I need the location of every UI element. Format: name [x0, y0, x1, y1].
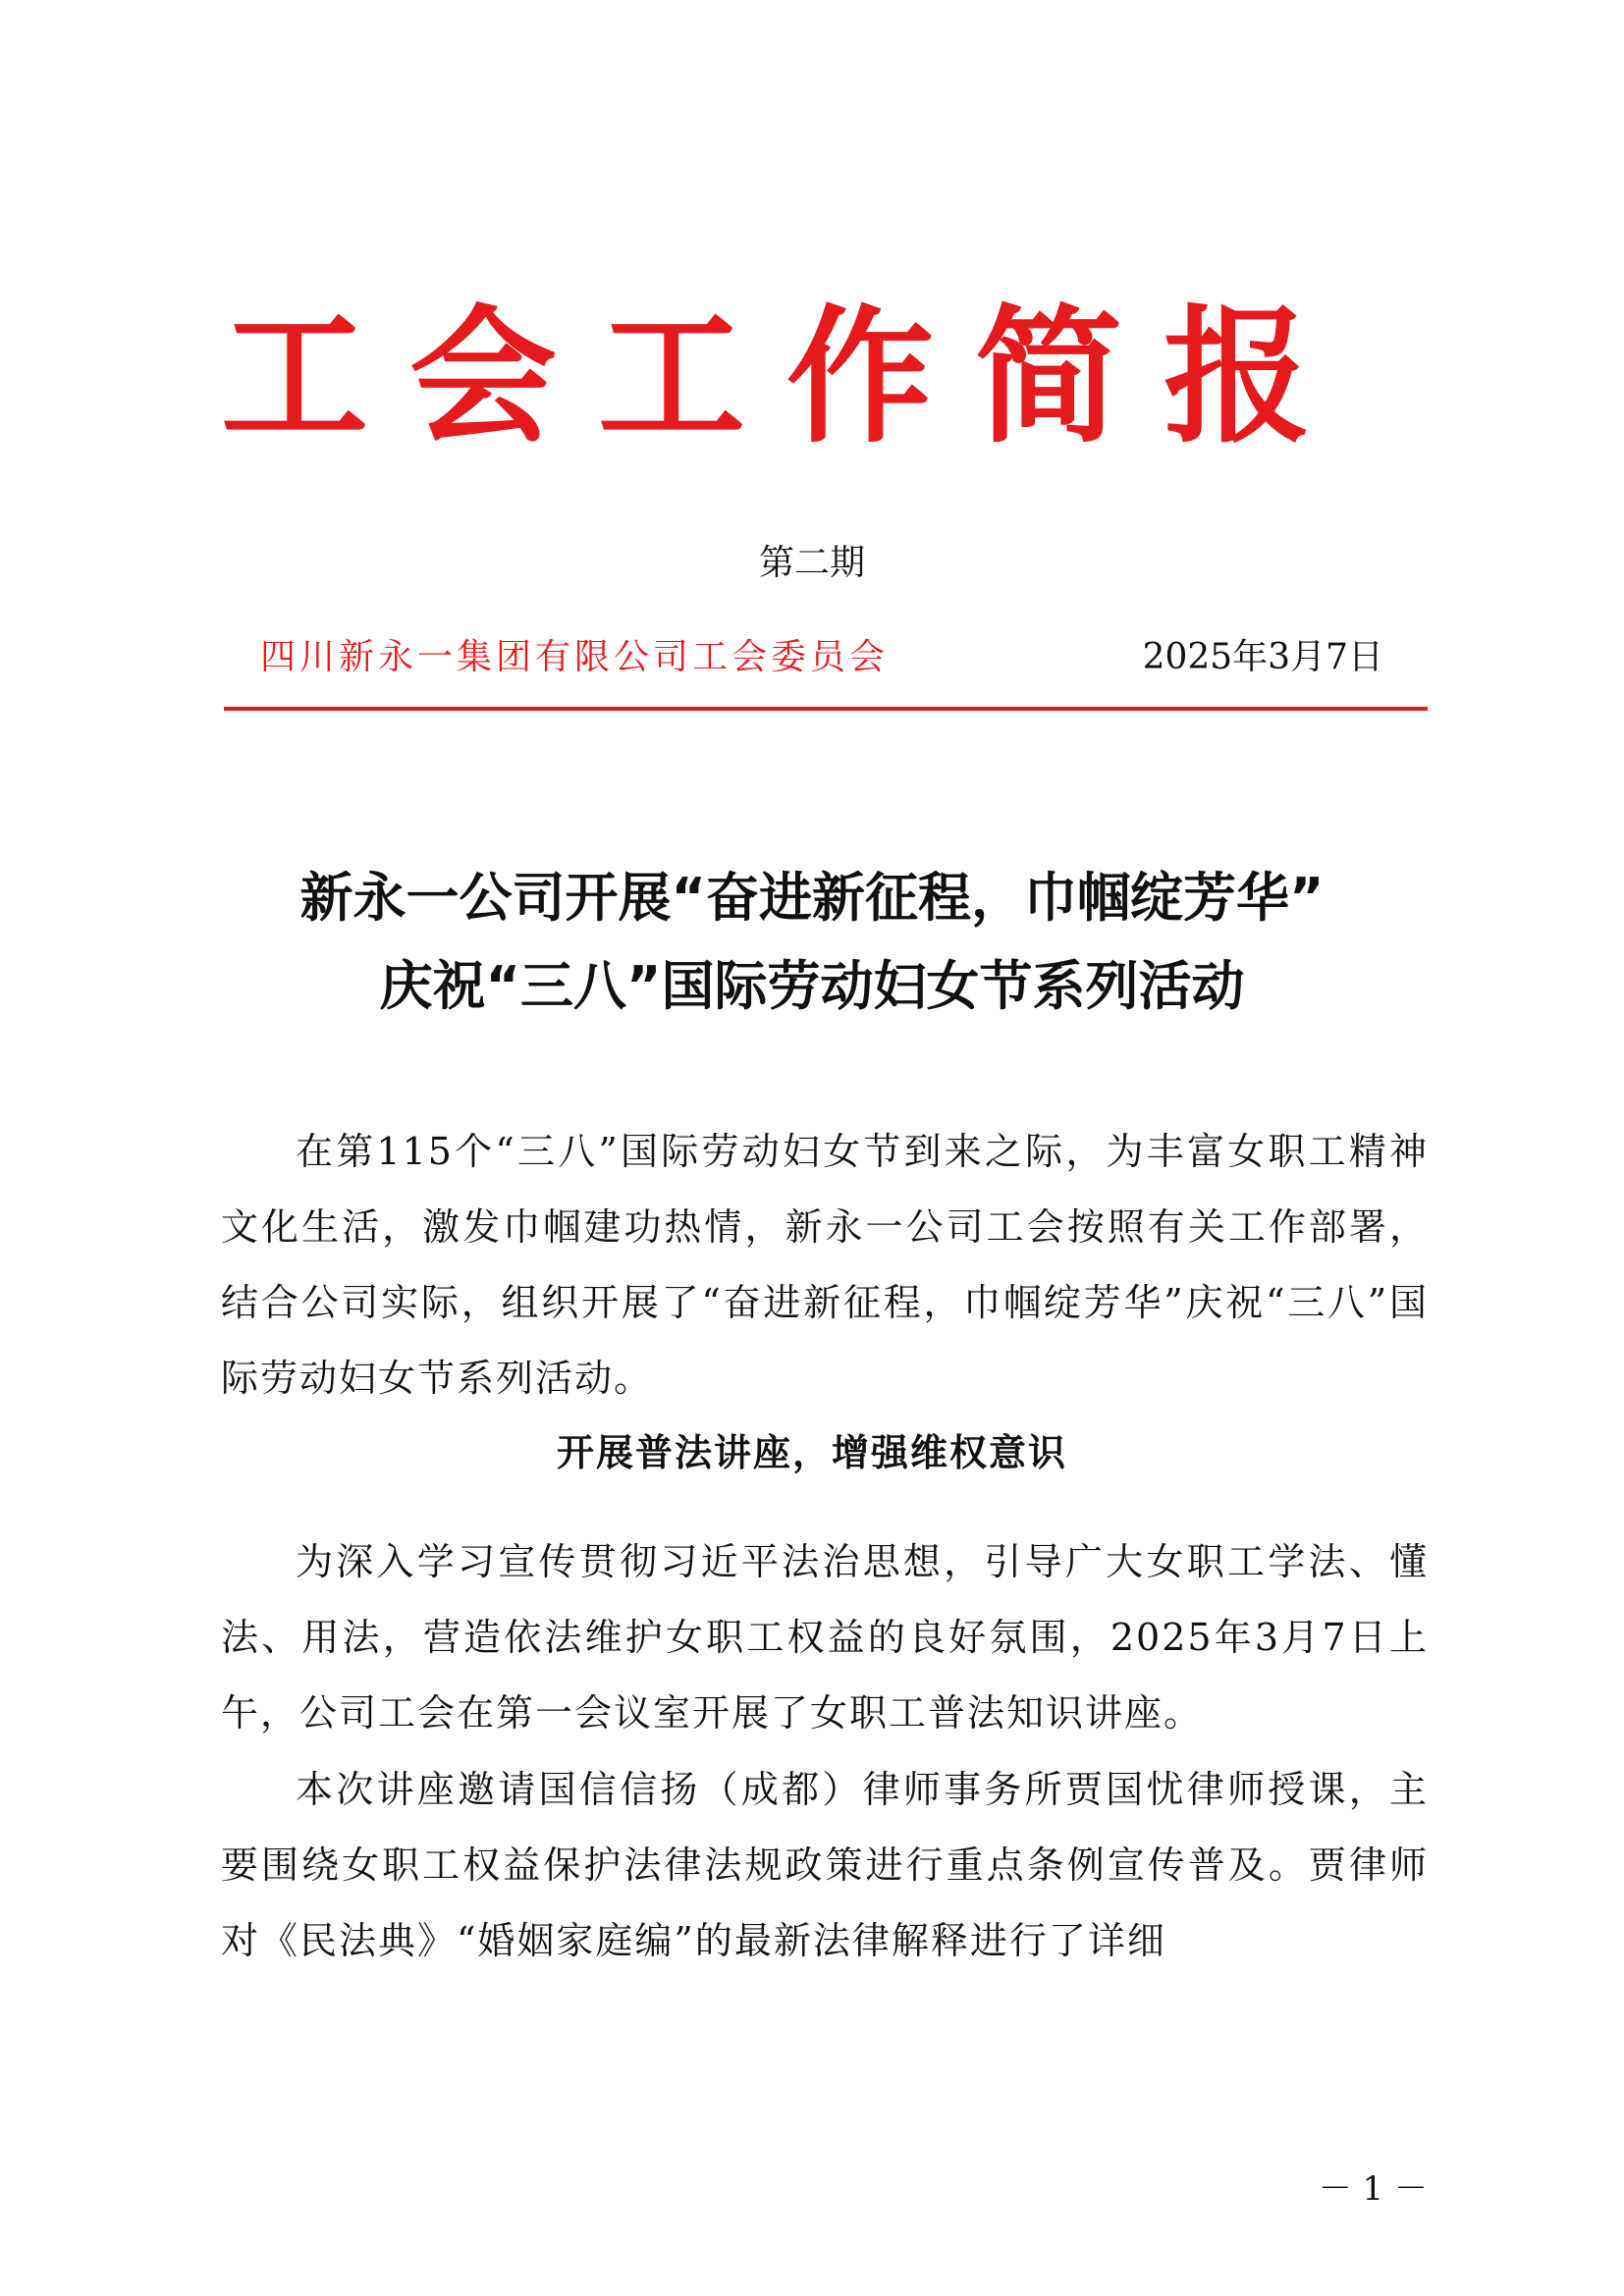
article-title-line-1: 新永一公司开展“奋进新征程，巾帼绽芳华” [299, 867, 1325, 929]
issuing-organization: 四川新永一集团有限公司工会委员会 [260, 637, 890, 677]
header-divider [224, 707, 1428, 711]
intro-paragraph: 在第115个“三八”国际劳动妇女节到来之际，为丰富女职工精神文化生活，激发巾帼建功热情，新永一公司工会按照有关工作部署，结合公司实际，组织开展了“奋进新征程，巾帼绽芳华”庆祝“三八”国际劳动妇女节系列活动。 [221, 1130, 1429, 1400]
issue-number-text: 第二期 [758, 543, 865, 583]
article-title-line-2: 庆祝“三八”国际劳动妇女节系列活动 [379, 955, 1245, 1017]
page-number: － 1 － [1318, 2169, 1428, 2209]
section-heading: 开展普法讲座，增强维权意识 [556, 1430, 1067, 1474]
body-paragraph-2: 为深入学习宣传贯彻习近平法治思想，引导广大女职工学法、懂法、用法，营造依法维护女职工权益的良好氛围，2025年3月7日上午，公司工会在第一会议室开展了女职工普法知识讲座。 [221, 1540, 1429, 1735]
issue-date: 2025年3月7日 [1142, 637, 1383, 677]
masthead-title: 工会工作简报 [221, 293, 1353, 463]
issue-number [0, 542, 1624, 585]
body-paragraph-3: 本次讲座邀请国信信扬（成都）律师事务所贾国忧律师授课，主要围绕女职工权益保护法律法规政策进行重点条例宣传普及。贾律师对《民法典》“婚姻家庭编”的最新法律解释进行了详细 [221, 1768, 1429, 1962]
